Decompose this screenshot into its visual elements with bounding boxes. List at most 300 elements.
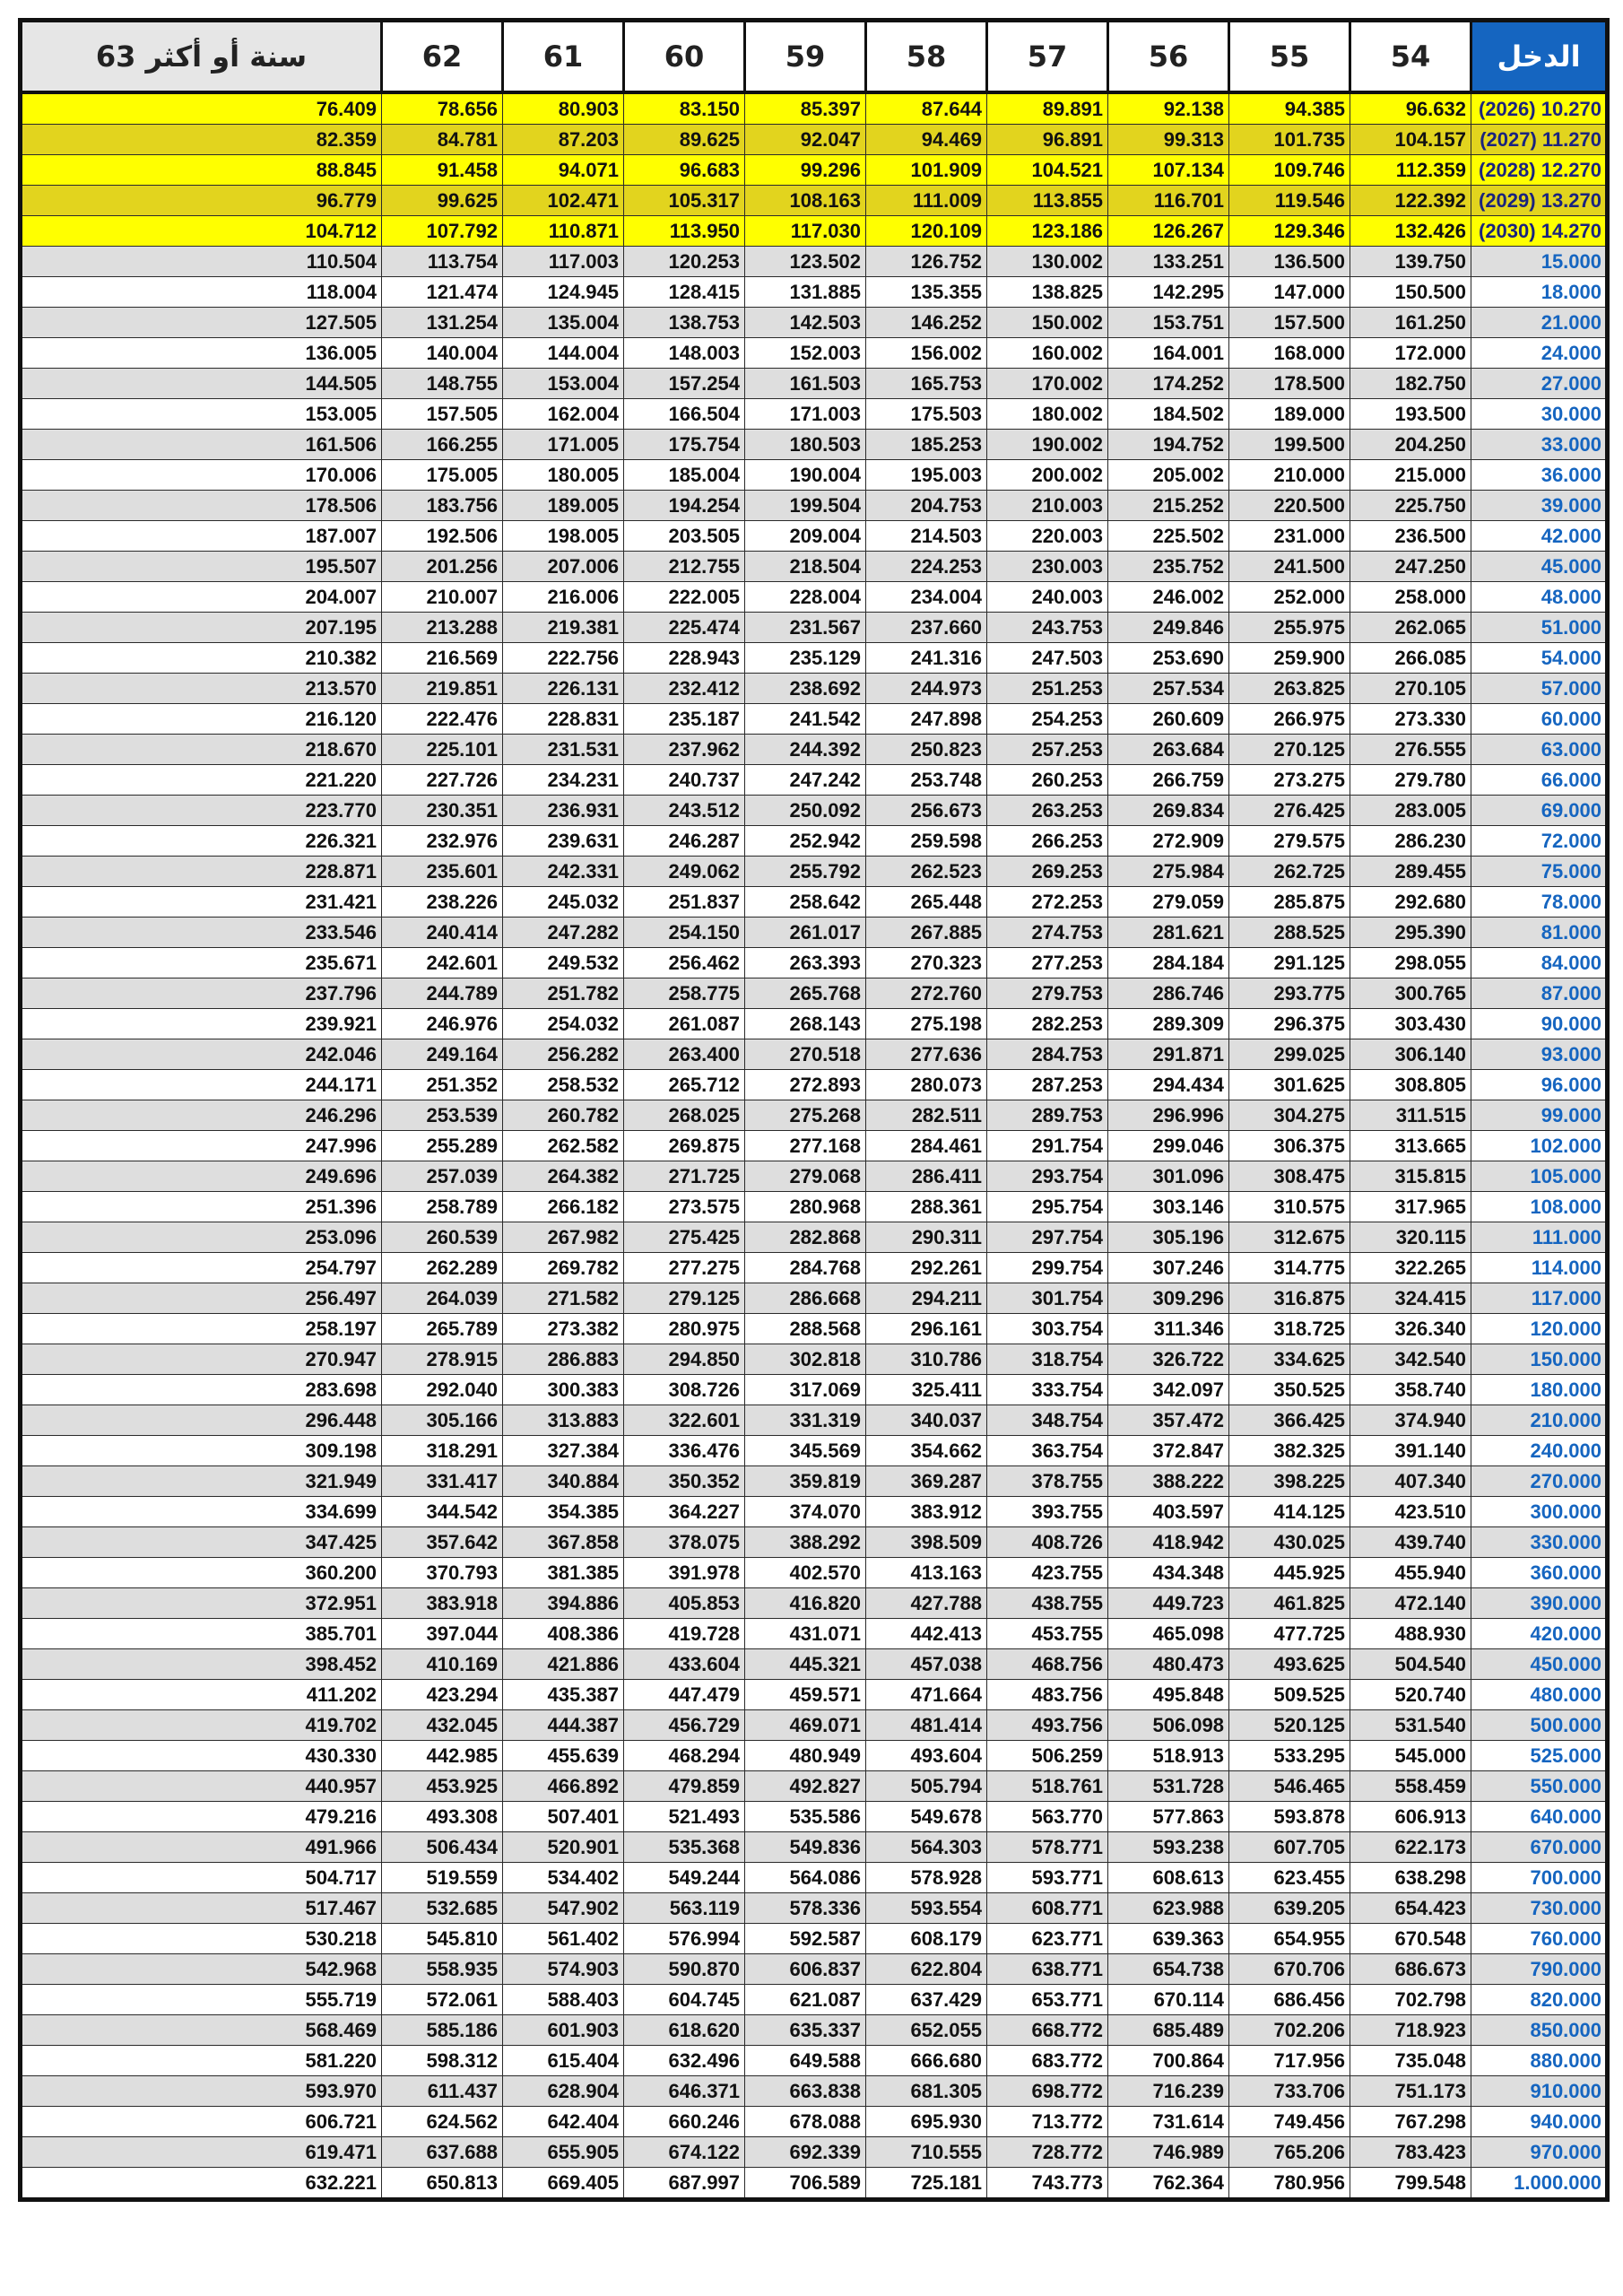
header-age: 59	[745, 21, 866, 93]
value-cell: 162.004	[503, 399, 624, 430]
value-cell: 592.587	[745, 1924, 866, 1954]
value-cell: 568.469	[21, 2015, 382, 2046]
value-cell: 219.851	[382, 674, 503, 704]
value-cell: 238.692	[745, 674, 866, 704]
value-cell: 340.884	[503, 1466, 624, 1497]
value-cell: 453.755	[987, 1619, 1108, 1649]
pension-table	[18, 18, 1610, 2202]
value-cell: 266.975	[1229, 704, 1350, 735]
table-row	[21, 277, 1608, 308]
value-cell: 171.003	[745, 399, 866, 430]
value-cell: 296.448	[21, 1405, 382, 1436]
value-cell: 269.782	[503, 1253, 624, 1283]
value-cell: 251.782	[503, 978, 624, 1009]
value-cell: 685.489	[1108, 2015, 1229, 2046]
value-cell: 593.970	[21, 2076, 382, 2107]
value-cell: 311.346	[1108, 1314, 1229, 1344]
value-cell: 286.883	[503, 1344, 624, 1375]
table-row	[21, 552, 1608, 582]
value-cell: 258.197	[21, 1314, 382, 1344]
value-cell: 232.412	[624, 674, 745, 704]
value-cell: 270.125	[1229, 735, 1350, 765]
value-cell: 249.846	[1108, 613, 1229, 643]
value-cell: 674.122	[624, 2137, 745, 2168]
value-cell: 254.032	[503, 1009, 624, 1039]
value-cell: 574.903	[503, 1954, 624, 1985]
value-cell: 469.071	[745, 1710, 866, 1741]
value-cell: 799.548	[1350, 2168, 1471, 2200]
value-cell: 255.792	[745, 857, 866, 887]
income-cell: 640.000	[1471, 1802, 1608, 1832]
value-cell: 491.966	[21, 1832, 382, 1863]
income-cell: 15.000	[1471, 247, 1608, 277]
value-cell: 216.120	[21, 704, 382, 735]
value-cell: 457.038	[866, 1649, 987, 1680]
value-cell: 481.414	[866, 1710, 987, 1741]
value-cell: 277.253	[987, 948, 1108, 978]
value-cell: 128.415	[624, 277, 745, 308]
value-cell: 383.912	[866, 1497, 987, 1527]
header-age: 54	[1350, 21, 1471, 93]
table-row	[21, 399, 1608, 430]
value-cell: 303.146	[1108, 1192, 1229, 1222]
value-cell: 235.129	[745, 643, 866, 674]
table-row	[21, 1863, 1608, 1893]
value-cell: 378.755	[987, 1466, 1108, 1497]
value-cell: 652.055	[866, 2015, 987, 2046]
income-cell: 45.000	[1471, 552, 1608, 582]
table-row	[21, 857, 1608, 887]
value-cell: 398.509	[866, 1527, 987, 1558]
income-cell: 180.000	[1471, 1375, 1608, 1405]
value-cell: 655.905	[503, 2137, 624, 2168]
value-cell: 468.294	[624, 1741, 745, 1771]
value-cell: 207.195	[21, 613, 382, 643]
value-cell: 418.942	[1108, 1527, 1229, 1558]
value-cell: 549.244	[624, 1863, 745, 1893]
table-row	[21, 948, 1608, 978]
table-row	[21, 1161, 1608, 1192]
value-cell: 405.853	[624, 1588, 745, 1619]
value-cell: 247.898	[866, 704, 987, 735]
value-cell: 233.546	[21, 918, 382, 948]
value-cell: 327.384	[503, 1436, 624, 1466]
value-cell: 710.555	[866, 2137, 987, 2168]
value-cell: 713.772	[987, 2107, 1108, 2137]
value-cell: 215.000	[1350, 460, 1471, 491]
value-cell: 686.673	[1350, 1954, 1471, 1985]
value-cell: 273.275	[1229, 765, 1350, 796]
value-cell: 87.203	[503, 125, 624, 155]
value-cell: 135.004	[503, 308, 624, 338]
value-cell: 585.186	[382, 2015, 503, 2046]
value-cell: 398.452	[21, 1649, 382, 1680]
value-cell: 268.025	[624, 1100, 745, 1131]
value-cell: 669.405	[503, 2168, 624, 2200]
value-cell: 260.253	[987, 765, 1108, 796]
value-cell: 308.475	[1229, 1161, 1350, 1192]
value-cell: 258.532	[503, 1070, 624, 1100]
value-cell: 122.392	[1350, 186, 1471, 216]
value-cell: 228.004	[745, 582, 866, 613]
header-row	[21, 21, 1608, 93]
value-cell: 272.253	[987, 887, 1108, 918]
table-row	[21, 92, 1608, 125]
value-cell: 178.506	[21, 491, 382, 521]
value-cell: 152.003	[745, 338, 866, 369]
income-cell: 48.000	[1471, 582, 1608, 613]
income-cell: 970.000	[1471, 2137, 1608, 2168]
value-cell: 244.973	[866, 674, 987, 704]
value-cell: 472.140	[1350, 1588, 1471, 1619]
income-cell: 96.000	[1471, 1070, 1608, 1100]
value-cell: 223.770	[21, 796, 382, 826]
value-cell: 326.722	[1108, 1344, 1229, 1375]
value-cell: 252.000	[1229, 582, 1350, 613]
income-cell: 39.000	[1471, 491, 1608, 521]
value-cell: 261.017	[745, 918, 866, 948]
value-cell: 294.434	[1108, 1070, 1229, 1100]
income-cell: 42.000	[1471, 521, 1608, 552]
value-cell: 650.813	[382, 2168, 503, 2200]
value-cell: 743.773	[987, 2168, 1108, 2200]
value-cell: 378.075	[624, 1527, 745, 1558]
value-cell: 578.336	[745, 1893, 866, 1924]
income-cell: 51.000	[1471, 613, 1608, 643]
value-cell: 295.754	[987, 1192, 1108, 1222]
value-cell: 247.250	[1350, 552, 1471, 582]
value-cell: 593.771	[987, 1863, 1108, 1893]
value-cell: 157.254	[624, 369, 745, 399]
table-row	[21, 186, 1608, 216]
value-cell: 282.868	[745, 1222, 866, 1253]
value-cell: 266.759	[1108, 765, 1229, 796]
value-cell: 622.804	[866, 1954, 987, 1985]
value-cell: 285.875	[1229, 887, 1350, 918]
value-cell: 563.770	[987, 1802, 1108, 1832]
income-cell: (2030) 14.270	[1471, 216, 1608, 247]
value-cell: 433.604	[624, 1649, 745, 1680]
table-row	[21, 674, 1608, 704]
value-cell: 245.032	[503, 887, 624, 918]
value-cell: 194.254	[624, 491, 745, 521]
value-cell: 272.893	[745, 1070, 866, 1100]
value-cell: 266.253	[987, 826, 1108, 857]
value-cell: 210.007	[382, 582, 503, 613]
value-cell: 354.385	[503, 1497, 624, 1527]
value-cell: 311.515	[1350, 1100, 1471, 1131]
value-cell: 382.325	[1229, 1436, 1350, 1466]
value-cell: 138.825	[987, 277, 1108, 308]
table-row	[21, 1344, 1608, 1375]
value-cell: 230.351	[382, 796, 503, 826]
value-cell: 364.227	[624, 1497, 745, 1527]
value-cell: 273.575	[624, 1192, 745, 1222]
table-row	[21, 826, 1608, 857]
value-cell: 455.639	[503, 1741, 624, 1771]
table-row	[21, 1436, 1608, 1466]
value-cell: 440.957	[21, 1771, 382, 1802]
value-cell: 416.820	[745, 1588, 866, 1619]
value-cell: 250.092	[745, 796, 866, 826]
value-cell: 253.690	[1108, 643, 1229, 674]
value-cell: 411.202	[21, 1680, 382, 1710]
value-cell: 185.004	[624, 460, 745, 491]
value-cell: 277.168	[745, 1131, 866, 1161]
value-cell: 220.003	[987, 521, 1108, 552]
value-cell: 175.503	[866, 399, 987, 430]
value-cell: 350.525	[1229, 1375, 1350, 1405]
income-cell: 66.000	[1471, 765, 1608, 796]
value-cell: 445.925	[1229, 1558, 1350, 1588]
value-cell: 304.275	[1229, 1100, 1350, 1131]
value-cell: 287.253	[987, 1070, 1108, 1100]
value-cell: 623.771	[987, 1924, 1108, 1954]
income-cell: 880.000	[1471, 2046, 1608, 2076]
table-row	[21, 2046, 1608, 2076]
value-cell: 210.382	[21, 643, 382, 674]
value-cell: 780.956	[1229, 2168, 1350, 2200]
value-cell: 668.772	[987, 2015, 1108, 2046]
value-cell: 142.295	[1108, 277, 1229, 308]
header-income: الدخل	[1471, 21, 1608, 93]
value-cell: 619.471	[21, 2137, 382, 2168]
value-cell: 391.978	[624, 1558, 745, 1588]
value-cell: 270.323	[866, 948, 987, 978]
value-cell: 269.253	[987, 857, 1108, 887]
value-cell: 288.361	[866, 1192, 987, 1222]
value-cell: 348.754	[987, 1405, 1108, 1436]
value-cell: 273.330	[1350, 704, 1471, 735]
value-cell: 212.755	[624, 552, 745, 582]
value-cell: 615.404	[503, 2046, 624, 2076]
value-cell: 275.198	[866, 1009, 987, 1039]
value-cell: 215.252	[1108, 491, 1229, 521]
value-cell: 700.864	[1108, 2046, 1229, 2076]
value-cell: 175.754	[624, 430, 745, 460]
value-cell: 112.359	[1350, 155, 1471, 186]
value-cell: 632.221	[21, 2168, 382, 2200]
value-cell: 153.004	[503, 369, 624, 399]
value-cell: 493.756	[987, 1710, 1108, 1741]
value-cell: 253.748	[866, 765, 987, 796]
value-cell: 204.007	[21, 582, 382, 613]
value-cell: 240.003	[987, 582, 1108, 613]
value-cell: 318.291	[382, 1436, 503, 1466]
value-cell: 136.500	[1229, 247, 1350, 277]
value-cell: 532.685	[382, 1893, 503, 1924]
income-cell: 450.000	[1471, 1649, 1608, 1680]
value-cell: 549.678	[866, 1802, 987, 1832]
value-cell: 195.003	[866, 460, 987, 491]
income-cell: 480.000	[1471, 1680, 1608, 1710]
value-cell: 96.779	[21, 186, 382, 216]
value-cell: 147.000	[1229, 277, 1350, 308]
income-cell: 33.000	[1471, 430, 1608, 460]
value-cell: 354.662	[866, 1436, 987, 1466]
value-cell: 218.670	[21, 735, 382, 765]
value-cell: 161.506	[21, 430, 382, 460]
value-cell: 180.005	[503, 460, 624, 491]
value-cell: 257.253	[987, 735, 1108, 765]
value-cell: 303.430	[1350, 1009, 1471, 1039]
value-cell: 670.548	[1350, 1924, 1471, 1954]
value-cell: 234.004	[866, 582, 987, 613]
income-cell: 108.000	[1471, 1192, 1608, 1222]
value-cell: 260.782	[503, 1100, 624, 1131]
value-cell: 326.340	[1350, 1314, 1471, 1344]
value-cell: 531.540	[1350, 1710, 1471, 1741]
value-cell: 367.858	[503, 1527, 624, 1558]
value-cell: 254.253	[987, 704, 1108, 735]
value-cell: 113.754	[382, 247, 503, 277]
value-cell: 479.859	[624, 1771, 745, 1802]
value-cell: 218.504	[745, 552, 866, 582]
income-cell: 36.000	[1471, 460, 1608, 491]
value-cell: 269.875	[624, 1131, 745, 1161]
table-row	[21, 1588, 1608, 1619]
value-cell: 336.476	[624, 1436, 745, 1466]
income-cell: 105.000	[1471, 1161, 1608, 1192]
value-cell: 728.772	[987, 2137, 1108, 2168]
value-cell: 170.002	[987, 369, 1108, 399]
value-cell: 150.500	[1350, 277, 1471, 308]
value-cell: 505.794	[866, 1771, 987, 1802]
value-cell: 241.542	[745, 704, 866, 735]
value-cell: 120.109	[866, 216, 987, 247]
value-cell: 280.968	[745, 1192, 866, 1222]
value-cell: 242.046	[21, 1039, 382, 1070]
value-cell: 296.996	[1108, 1100, 1229, 1131]
value-cell: 246.296	[21, 1100, 382, 1131]
table-row	[21, 918, 1608, 948]
value-cell: 148.003	[624, 338, 745, 369]
income-cell: 240.000	[1471, 1436, 1608, 1466]
value-cell: 306.140	[1350, 1039, 1471, 1070]
income-cell: 270.000	[1471, 1466, 1608, 1497]
value-cell: 292.261	[866, 1253, 987, 1283]
table-row	[21, 369, 1608, 399]
value-cell: 302.818	[745, 1344, 866, 1375]
value-cell: 291.871	[1108, 1039, 1229, 1070]
value-cell: 135.355	[866, 277, 987, 308]
value-cell: 85.397	[745, 92, 866, 125]
value-cell: 220.500	[1229, 491, 1350, 521]
value-cell: 286.230	[1350, 826, 1471, 857]
value-cell: 635.337	[745, 2015, 866, 2046]
value-cell: 564.303	[866, 1832, 987, 1863]
value-cell: 133.251	[1108, 247, 1229, 277]
income-cell: 760.000	[1471, 1924, 1608, 1954]
value-cell: 300.765	[1350, 978, 1471, 1009]
value-cell: 119.546	[1229, 186, 1350, 216]
value-cell: 638.298	[1350, 1863, 1471, 1893]
value-cell: 263.393	[745, 948, 866, 978]
value-cell: 284.461	[866, 1131, 987, 1161]
value-cell: 240.737	[624, 765, 745, 796]
value-cell: 160.002	[987, 338, 1108, 369]
value-cell: 161.250	[1350, 308, 1471, 338]
value-cell: 398.225	[1229, 1466, 1350, 1497]
value-cell: 267.885	[866, 918, 987, 948]
value-cell: 519.559	[382, 1863, 503, 1893]
value-cell: 520.125	[1229, 1710, 1350, 1741]
value-cell: 187.007	[21, 521, 382, 552]
value-cell: 312.675	[1229, 1222, 1350, 1253]
value-cell: 84.781	[382, 125, 503, 155]
table-row	[21, 1405, 1608, 1436]
value-cell: 204.753	[866, 491, 987, 521]
value-cell: 442.413	[866, 1619, 987, 1649]
value-cell: 746.989	[1108, 2137, 1229, 2168]
value-cell: 182.750	[1350, 369, 1471, 399]
value-cell: 282.253	[987, 1009, 1108, 1039]
value-cell: 545.810	[382, 1924, 503, 1954]
income-cell: 111.000	[1471, 1222, 1608, 1253]
table-row	[21, 1222, 1608, 1253]
table-row	[21, 308, 1608, 338]
income-cell: 525.000	[1471, 1741, 1608, 1771]
value-cell: 308.726	[624, 1375, 745, 1405]
value-cell: 94.385	[1229, 92, 1350, 125]
table-row	[21, 1192, 1608, 1222]
value-cell: 289.455	[1350, 857, 1471, 887]
value-cell: 309.198	[21, 1436, 382, 1466]
income-cell: 93.000	[1471, 1039, 1608, 1070]
value-cell: 279.575	[1229, 826, 1350, 857]
value-cell: 242.601	[382, 948, 503, 978]
value-cell: 89.625	[624, 125, 745, 155]
value-cell: 320.115	[1350, 1222, 1471, 1253]
value-cell: 520.740	[1350, 1680, 1471, 1710]
value-cell: 258.789	[382, 1192, 503, 1222]
table-row	[21, 1771, 1608, 1802]
value-cell: 171.005	[503, 430, 624, 460]
value-cell: 394.886	[503, 1588, 624, 1619]
value-cell: 228.943	[624, 643, 745, 674]
value-cell: 288.568	[745, 1314, 866, 1344]
value-cell: 277.636	[866, 1039, 987, 1070]
value-cell: 148.755	[382, 369, 503, 399]
value-cell: 391.140	[1350, 1436, 1471, 1466]
table-row	[21, 582, 1608, 613]
value-cell: 126.752	[866, 247, 987, 277]
value-cell: 520.901	[503, 1832, 624, 1863]
value-cell: 504.717	[21, 1863, 382, 1893]
table-row	[21, 735, 1608, 765]
value-cell: 263.684	[1108, 735, 1229, 765]
value-cell: 310.575	[1229, 1192, 1350, 1222]
value-cell: 221.220	[21, 765, 382, 796]
value-cell: 372.847	[1108, 1436, 1229, 1466]
value-cell: 194.752	[1108, 430, 1229, 460]
value-cell: 439.740	[1350, 1527, 1471, 1558]
table-row	[21, 216, 1608, 247]
value-cell: 695.930	[866, 2107, 987, 2137]
value-cell: 82.359	[21, 125, 382, 155]
value-cell: 203.505	[624, 521, 745, 552]
value-cell: 419.702	[21, 1710, 382, 1741]
table-row	[21, 1527, 1608, 1558]
value-cell: 180.002	[987, 399, 1108, 430]
value-cell: 716.239	[1108, 2076, 1229, 2107]
value-cell: 765.206	[1229, 2137, 1350, 2168]
value-cell: 262.289	[382, 1253, 503, 1283]
value-cell: 251.253	[987, 674, 1108, 704]
value-cell: 267.982	[503, 1222, 624, 1253]
header-age: 58	[866, 21, 987, 93]
value-cell: 129.346	[1229, 216, 1350, 247]
